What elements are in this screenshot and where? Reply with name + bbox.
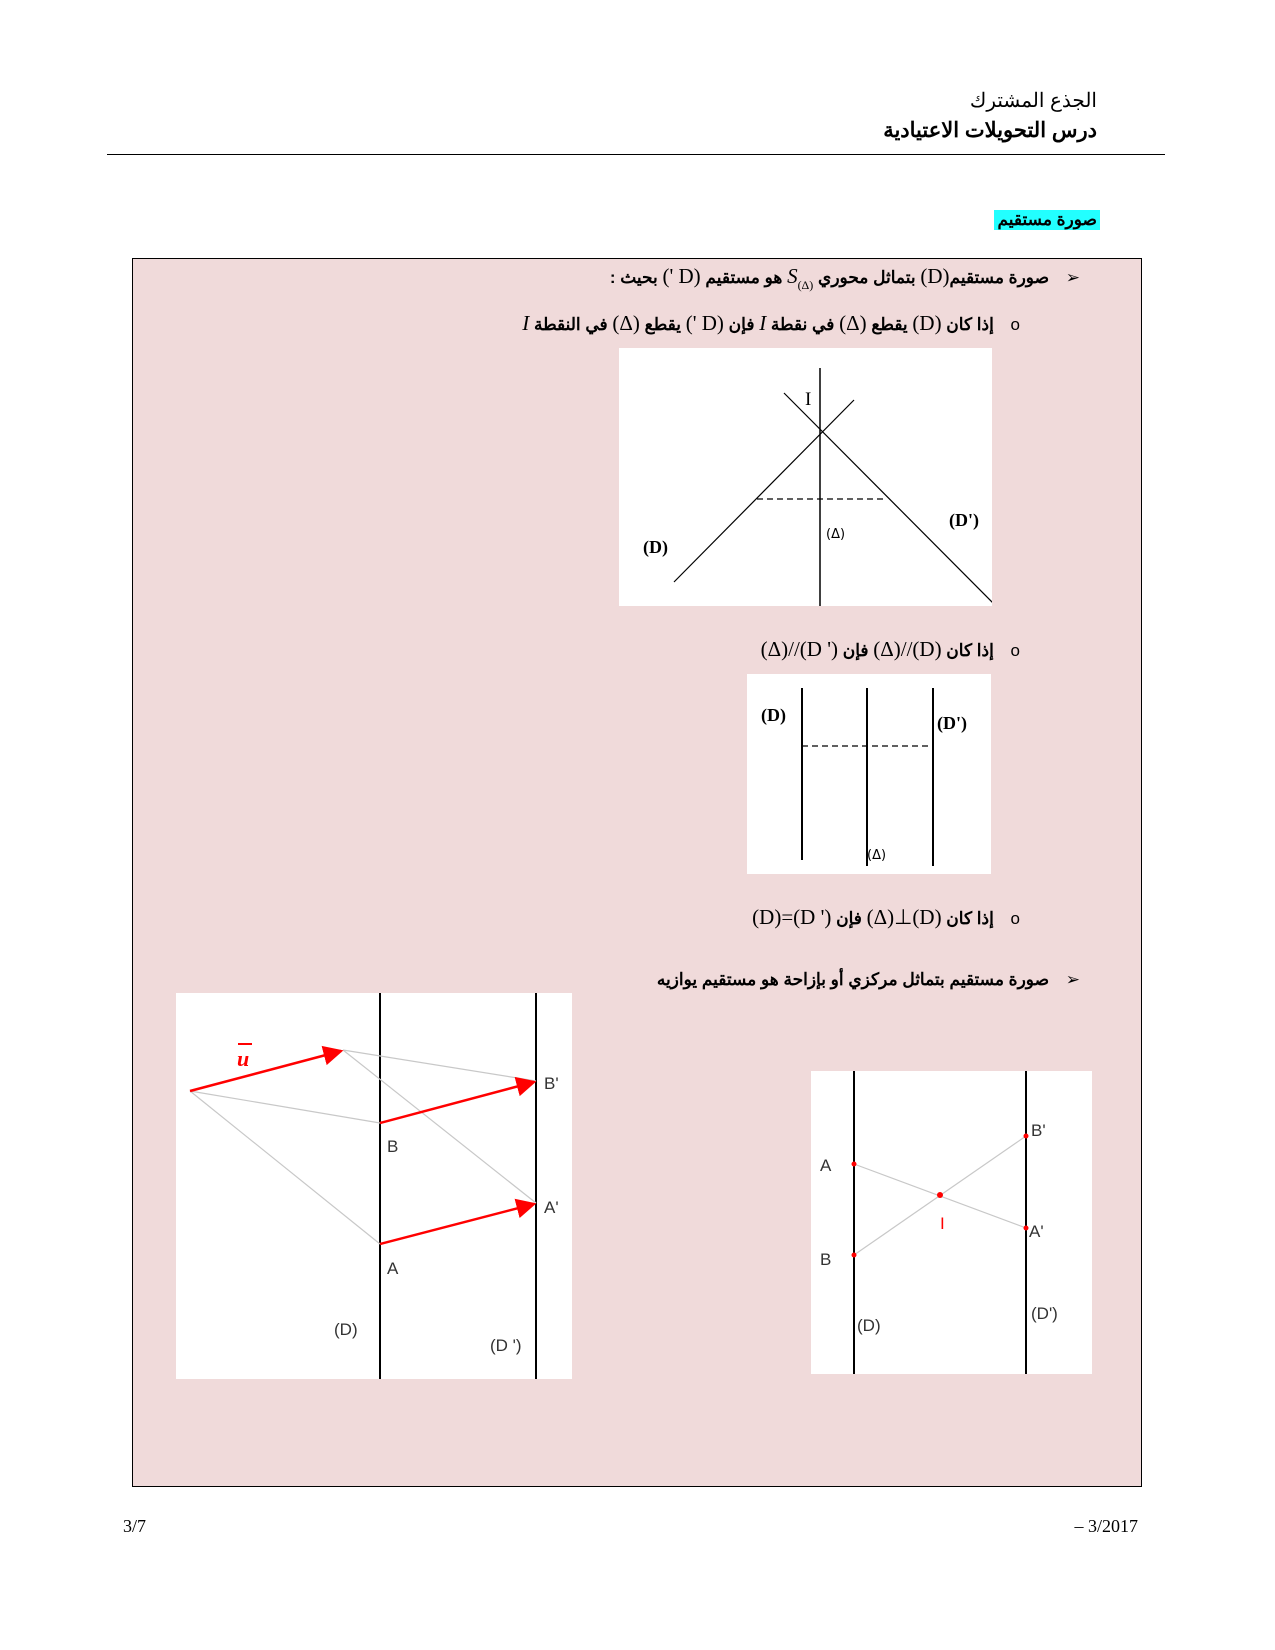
label-delta: (Δ) [867, 848, 887, 863]
page-number: 3/7 [123, 1516, 147, 1536]
circle-bullet-icon: o [1010, 909, 1020, 928]
label-delta: (Δ) [826, 527, 846, 542]
label-b-prime: B' [544, 1074, 559, 1093]
case-3: o إذا كان (Δ)⊥(D) فإن (D)=(D ') [752, 905, 1020, 929]
label-b: B [387, 1137, 399, 1156]
header-level: الجذع المشترك [969, 90, 1097, 112]
figure-central-symmetry [811, 1071, 1092, 1374]
label-d-prime: (D') [937, 713, 967, 733]
header-divider [107, 154, 1165, 155]
label-i: I [940, 1214, 945, 1233]
label-d: (D) [334, 1320, 358, 1339]
label-d-prime: (D') [1031, 1304, 1058, 1323]
point-a [852, 1162, 857, 1167]
point-b [852, 1253, 857, 1258]
label-d: (D) [857, 1316, 881, 1335]
label-b-prime: B' [1031, 1121, 1046, 1140]
label-a: A [387, 1259, 399, 1278]
figure-translation [176, 993, 572, 1379]
case-1: o إذا كان (D) يقطع (Δ) في نقطة I فإن (D ') يقطع (Δ) في النقطة I [522, 311, 1020, 335]
label-a-prime: A' [544, 1198, 559, 1217]
figure-parallel-lines [747, 674, 991, 874]
label-i: I [805, 389, 812, 410]
label-d-prime: (D') [949, 510, 979, 530]
arrow-bullet-icon: ➢ [1065, 970, 1080, 989]
circle-bullet-icon: o [1010, 315, 1020, 334]
label-u: u [237, 1046, 250, 1071]
point-b-prime [1024, 1134, 1029, 1139]
lesson-title: درس التحويلات الاعتيادية [883, 119, 1097, 142]
arrow-bullet-icon: ➢ [1065, 268, 1080, 287]
section-title: صورة مستقيم [994, 210, 1100, 230]
label-d: (D) [643, 537, 668, 557]
label-b: B [820, 1250, 832, 1269]
label-d: (D) [761, 705, 786, 725]
label-a-prime: A' [1029, 1222, 1044, 1241]
figure-intersecting-lines [619, 348, 992, 606]
bullet-2: ➢ صورة مستقيم بتماثل مركزي أو بإزاحة هو مستقيم يوازيه [656, 970, 1080, 989]
label-d-prime: (D ') [490, 1336, 522, 1355]
circle-bullet-icon: o [1010, 641, 1020, 660]
point-a-prime [1024, 1226, 1029, 1231]
footer-date: – 3/2017 [1074, 1516, 1138, 1536]
case-2: o إذا كان (Δ)//(D) فإن (Δ)//(D ') [760, 637, 1020, 661]
bullet-1: ➢ صورة مستقيم(D) بتماثل محوري $S_{(\Delta)}$ هو مستقيم (D ') بحيث : [609, 264, 1080, 292]
point-i [937, 1192, 943, 1198]
label-a: A [820, 1156, 832, 1175]
